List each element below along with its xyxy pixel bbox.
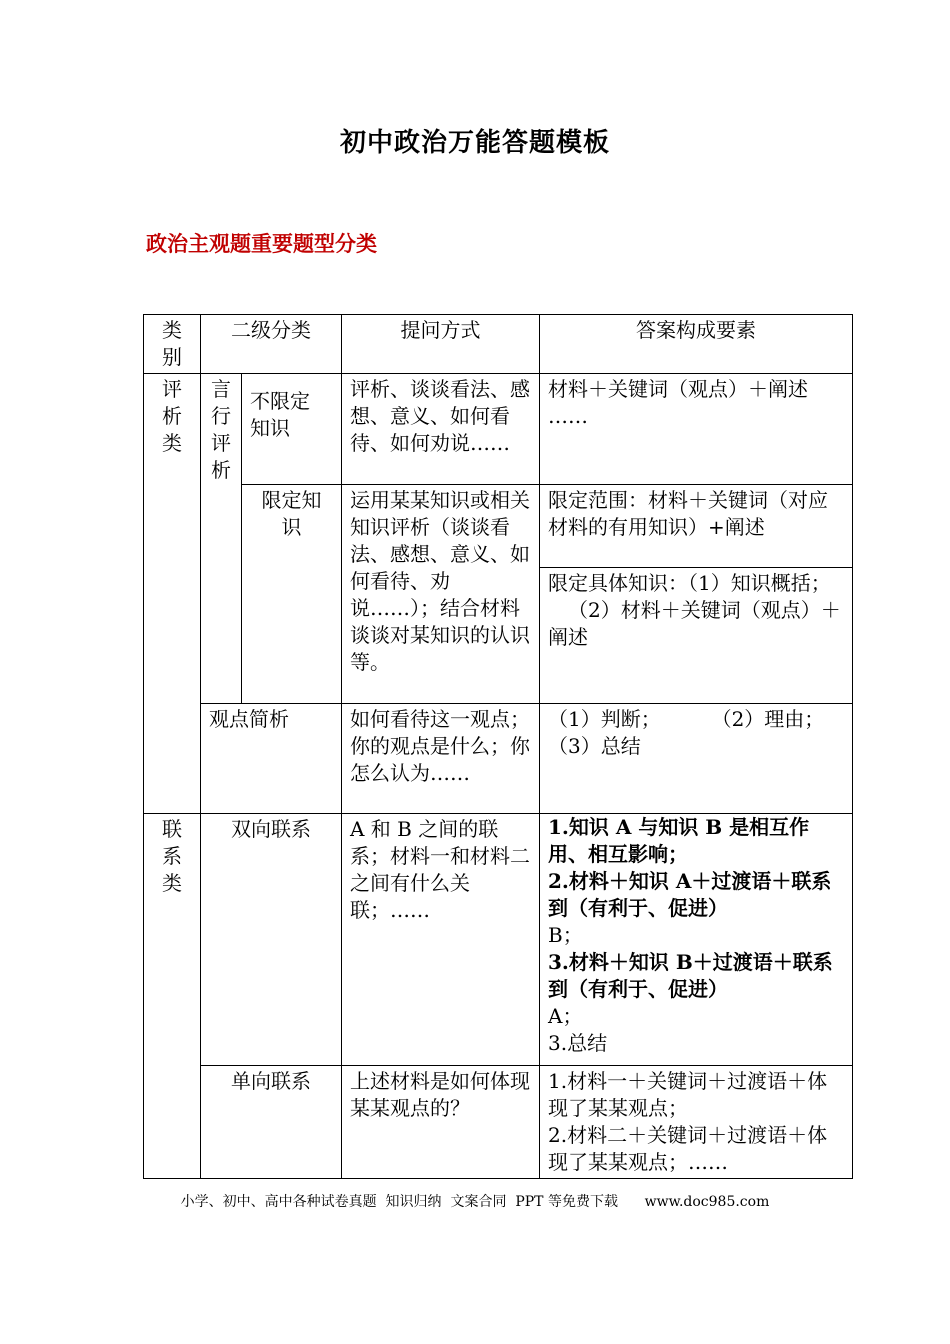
table-row (144, 485, 853, 568)
question-cell: 运用某某知识或相关知识评析（谈谈看法、感想、意义、如何看待、劝说……）；结合材料谈谈对某知识的认识等。 (342, 485, 540, 704)
question-cell: 如何看待这一观点；你的观点是什么；你怎么认为…… (342, 704, 540, 814)
type-limited-knowledge: 限定知 识 (242, 485, 342, 704)
table-row (144, 814, 853, 1066)
answer-cell (540, 568, 853, 704)
answer-cell: 材料＋关键词（观点）＋阐述 …… (540, 374, 853, 485)
answer-line: 1.知识 A 与知识 B 是相互作用、相互影响； (548, 815, 810, 866)
subcategory-yanxing: 言 行 评 析 (201, 374, 242, 704)
page-title: 初中政治万能答题模板 (339, 128, 610, 158)
header-subcategory: 二级分类 (201, 315, 342, 374)
question-type-table (143, 314, 876, 1179)
type-viewpoint-analysis: 观点简析 (201, 704, 342, 814)
table-row (144, 1066, 853, 1179)
page-footer: 小学、初中、高中各种试卷真题 知识归纳 文案合同 PPT 等免费下载 www.doc985.com (180, 1194, 770, 1210)
header-question-style: 提问方式 (342, 315, 540, 374)
question-cell: 评析、谈谈看法、感想、意义、如何看待、如何劝说…… (342, 374, 540, 485)
answer-line: A； (548, 1004, 583, 1028)
table-row (144, 374, 853, 485)
question-cell: A 和 B 之间的联系；材料一和材料二之间有什么关联；…… (342, 814, 540, 1066)
answer-line: （2）材料＋关键词（观点）＋阐述 (548, 598, 841, 649)
answer-cell: 1.材料一＋关键词＋过渡语＋体现了某某观点； 2.材料二＋关键词＋过渡语＋体现了某某观点；…… (540, 1066, 853, 1179)
type-one-way-link: 单向联系 (201, 1066, 342, 1179)
header-category: 类 别 (144, 315, 201, 374)
section-heading: 政治主观题重要题型分类 (146, 231, 377, 256)
header-answer-elements: 答案构成要素 (540, 315, 853, 374)
type-unlimited-knowledge: 不限定 知识 (242, 374, 342, 485)
answer-line: 2.材料＋知识 A＋过渡语＋联系到（有利于、促进） (548, 869, 832, 920)
answer-cell: （1）判断； （2）理由； （3）总结 (540, 704, 853, 814)
answer-line: 3.材料＋知识 B＋过渡语＋联系到（有利于、促进） (548, 950, 833, 1001)
table-row (144, 704, 853, 814)
question-cell: 上述材料是如何体现某某观点的？ (342, 1066, 540, 1179)
category-pingxi: 评 析 类 (144, 374, 201, 814)
answer-line: 3.总结 (548, 1031, 608, 1055)
type-two-way-link: 双向联系 (201, 814, 342, 1066)
answer-cell (540, 814, 853, 1066)
answer-line: 限定具体知识：（1）知识概括； (548, 571, 831, 595)
answer-line: B； (548, 923, 583, 947)
category-lianxi: 联 系 类 (144, 814, 201, 1179)
answer-cell: 限定范围：材料＋关键词（对应材料的有用知识）+阐述 (540, 485, 853, 568)
table-header-row (144, 315, 853, 374)
